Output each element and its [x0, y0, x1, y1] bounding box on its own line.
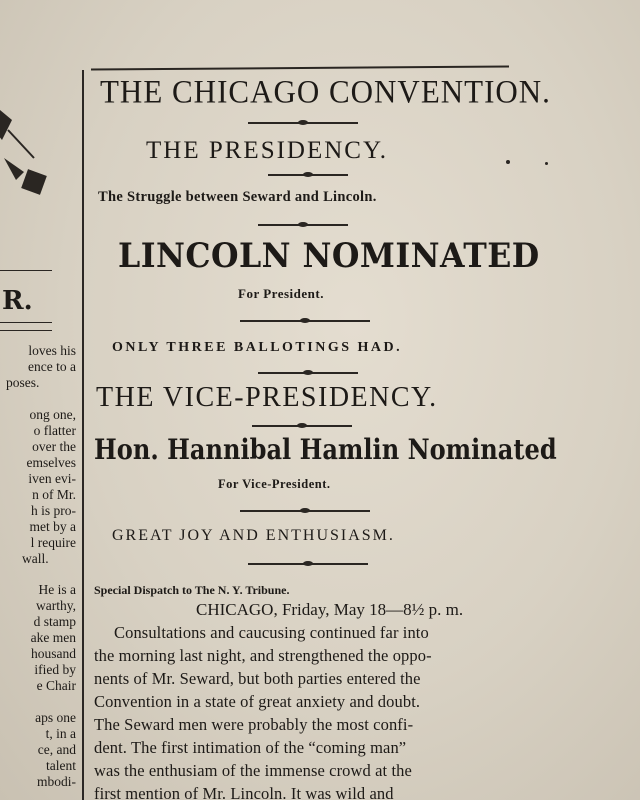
deck-presidency: THE PRESIDENCY.: [146, 137, 389, 164]
left-text-line: over the: [32, 439, 76, 454]
body-line: dent. The first intimation of the “coming man”: [94, 738, 407, 757]
left-text-line: n of Mr.: [32, 487, 76, 502]
body-line: first mention of Mr. Lincoln. It was wild and: [94, 784, 394, 800]
deck-for-vice-president: For Vice-President.: [218, 477, 331, 491]
left-text-line: wall.: [22, 551, 49, 566]
body-line: the morning last night, and strengthened the oppo-: [94, 646, 432, 665]
left-text-line: talent: [46, 758, 76, 773]
dispatch-source: Special Dispatch to The N. Y. Tribune.: [94, 583, 290, 597]
left-text-line: d stamp: [33, 614, 76, 629]
ink-speck: [506, 160, 510, 164]
left-rule: [0, 270, 52, 271]
deck-vice-presidency: THE VICE-PRESIDENCY.: [96, 382, 438, 413]
left-text-line: mbodi-: [37, 774, 76, 789]
left-text-line: e Chair: [36, 678, 76, 693]
separator-dash: [268, 174, 348, 176]
body-line: Convention in a state of great anxiety and doubt.: [94, 692, 421, 711]
left-text-line: l require: [30, 535, 76, 550]
separator-dash: [240, 510, 370, 512]
left-text-line: met by a: [29, 519, 76, 534]
body-line: Consultations and caucusing continued far into: [114, 623, 429, 642]
left-text-line: ake men: [30, 630, 76, 645]
left-text-line: emselves: [26, 455, 76, 470]
left-rule: [0, 330, 52, 331]
left-rule: [0, 322, 52, 323]
separator-dash: [248, 563, 368, 565]
left-text-line: ce, and: [37, 742, 76, 757]
top-rule: [91, 66, 509, 71]
left-text-line: warthy,: [36, 598, 76, 613]
separator-dash: [240, 320, 370, 322]
body-line: nents of Mr. Seward, but both parties entered the: [94, 669, 421, 688]
left-text-line: housand: [31, 646, 76, 661]
left-text-line: He is a: [38, 582, 76, 597]
headline: THE CHICAGO CONVENTION.: [100, 73, 551, 110]
deck-for-president: For President.: [238, 286, 324, 301]
deck-struggle: The Struggle between Seward and Lincoln.: [98, 189, 377, 205]
deck-great-joy: GREAT JOY AND ENTHUSIASM.: [112, 527, 395, 544]
left-text-line: iven evi-: [28, 471, 76, 486]
left-text-line: ified by: [34, 662, 76, 677]
separator-dash: [248, 122, 358, 124]
deck-lincoln-nominated: LINCOLN NOMINATED: [118, 236, 540, 276]
left-column: [0, 0, 80, 800]
body-line: The Seward men were probably the most confi-: [94, 715, 414, 734]
separator-dash: [252, 425, 352, 427]
separator-dash: [258, 224, 348, 226]
left-text-line: poses.: [6, 375, 40, 390]
deck-hamlin-nominated: Hon. Hannibal Hamlin Nominated: [94, 433, 557, 466]
ornament-icon: [0, 100, 64, 210]
left-text-line: t, in a: [45, 726, 76, 741]
separator-dash: [258, 372, 358, 374]
left-text-line: ence to a: [28, 359, 76, 374]
deck-ballotings: ONLY THREE BALLOTINGS HAD.: [112, 340, 403, 355]
left-heading-fragment: R.: [2, 286, 33, 316]
body-line: was the enthusiam of the immense crowd at the: [94, 761, 412, 780]
ink-speck: [545, 162, 548, 165]
left-text-line: ong one,: [29, 407, 76, 422]
left-text-line: loves his: [28, 343, 76, 358]
left-text-line: h is pro-: [31, 503, 76, 518]
column-rule: [82, 70, 84, 800]
left-text-line: aps one: [35, 710, 76, 725]
dateline: CHICAGO, Friday, May 18—8½ p. m.: [196, 600, 464, 619]
left-text-line: o flatter: [33, 423, 76, 438]
